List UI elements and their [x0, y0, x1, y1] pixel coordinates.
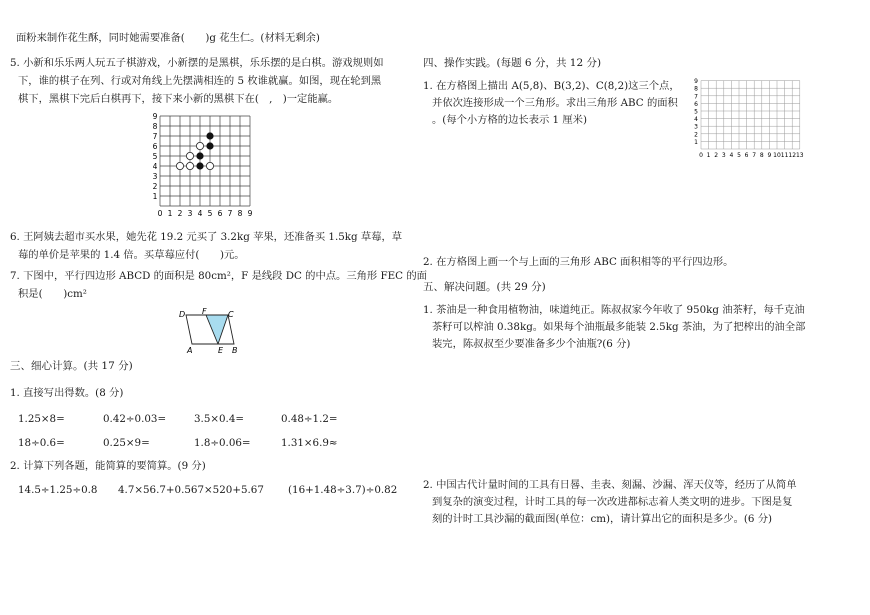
- grid-x-tick: 0: [699, 152, 703, 159]
- q7-line-1: 7. 下图中，平行四边形 ABCD 的面积是 80cm²，F 是线段 DC 的中点。三角形 FEC 的面: [10, 270, 427, 282]
- board-x-tick: 3: [187, 209, 193, 218]
- q6-line-1: 6. 王阿姨去超市买水果，她先花 19.2 元买了 3.2kg 苹果，还准备买 1.5kg 草莓，草: [10, 231, 403, 243]
- calc-2-2: 0.25×9=: [103, 437, 150, 449]
- grid-y-tick: 9: [694, 78, 698, 86]
- q6-line-2: 莓的单价是苹果的 1.4 倍。买草莓应付( )元。: [18, 249, 245, 261]
- s4-q1-line-1: 1. 在方格图上描出 A(5,8)、B(3,2)、C(8,2)这三个点，: [423, 80, 680, 92]
- label-e: E: [218, 346, 224, 355]
- calc-2-3: 1.8÷0.06=: [194, 437, 251, 449]
- board-y-tick: 8: [152, 122, 158, 131]
- black-stone: [196, 162, 203, 169]
- grid-x-tick: 6: [744, 152, 749, 159]
- board-y-tick: 4: [152, 162, 158, 171]
- board-y-tick: 3: [152, 172, 158, 181]
- label-b: B: [232, 346, 238, 355]
- grid-y-tick: 5: [694, 108, 698, 116]
- s4-q1-line-2: 并依次连接形成一个三角形。求出三角形 ABC 的面积: [432, 97, 678, 109]
- board-y-tick: 7: [152, 132, 158, 141]
- label-f: F: [202, 308, 207, 316]
- label-a: A: [187, 346, 193, 355]
- grid-x-tick: 4: [729, 152, 734, 159]
- white-stone: [176, 162, 183, 169]
- section-4-title: 四、操作实践。(每题 6 分，共 12 分): [423, 57, 602, 69]
- board-y-tick: 2: [152, 182, 158, 191]
- board-x-tick: 7: [227, 209, 233, 218]
- s3-q2-title: 2. 计算下列各题，能简算的要简算。(9 分): [10, 460, 206, 472]
- grid-y-tick: 6: [694, 100, 698, 108]
- black-stone: [206, 132, 213, 139]
- q7-line-2: 积是( )cm²: [18, 288, 87, 300]
- black-stone: [196, 152, 203, 159]
- label-c: C: [228, 310, 234, 319]
- simplify-1: 14.5÷1.25÷0.8: [18, 484, 98, 496]
- board-x-tick: 0: [157, 209, 163, 218]
- section-3-title: 三、细心计算。(共 17 分): [10, 360, 133, 372]
- q5-line-1: 5. 小新和乐乐两人玩五子棋游戏，小新摆的是黑棋，乐乐摆的是白棋。游戏规则如: [10, 57, 384, 69]
- calc-1-4: 0.48÷1.2=: [281, 413, 338, 425]
- grid-x-tick: 10: [773, 152, 781, 159]
- grid-x-tick: 12: [788, 152, 797, 159]
- white-stone: [196, 142, 203, 149]
- grid-x-tick: 13: [795, 152, 804, 159]
- grid-x-tick: 7: [752, 152, 757, 159]
- board-x-tick: 9: [247, 209, 253, 218]
- grid-x-tick: 11: [780, 152, 789, 159]
- s4-q1-line-3: 。(每个小方格的边长表示 1 厘米): [432, 114, 587, 126]
- board-x-tick: 8: [237, 209, 243, 218]
- parallelogram-figure: [170, 308, 250, 356]
- grid-x-tick: 1: [706, 152, 711, 159]
- board-x-tick: 6: [217, 209, 223, 218]
- white-stone: [206, 162, 213, 169]
- calc-1-1: 1.25×8=: [18, 413, 65, 425]
- simplify-3: (16+1.48÷3.7)÷0.82: [288, 484, 398, 496]
- grid-y-tick: 4: [694, 116, 698, 124]
- grid-y-tick: 3: [694, 123, 698, 131]
- calc-2-4: 1.31×6.9≈: [281, 437, 338, 449]
- grid-y-tick: 1: [694, 138, 698, 146]
- s3-q1-title: 1. 直接写出得数。(8 分): [10, 387, 124, 399]
- grid-y-tick: 2: [694, 131, 698, 139]
- q5-line-3: 棋下，黑棋下完后白棋再下，接下来小新的黑棋下在( , )一定能赢。: [18, 93, 339, 105]
- coordinate-grid[interactable]: [690, 77, 814, 159]
- white-stone: [186, 152, 193, 159]
- grid-y-tick: 7: [694, 93, 698, 101]
- shaded-triangle-fec: [206, 315, 228, 344]
- section-5-title: 五、解决问题。(共 29 分): [423, 281, 546, 293]
- s5-q2-line-3: 刻的计时工具沙漏的截面图(单位：cm)，请计算出它的面积是多少。(6 分): [432, 513, 773, 525]
- grid-x-tick: 8: [759, 152, 764, 159]
- board-y-tick: 5: [152, 152, 158, 161]
- q5-line-2: 下，谁的棋子在列、行或对角线上先摆满相连的 5 枚谁就赢。如图，现在轮到黑: [18, 75, 382, 87]
- grid-x-tick: 9: [767, 152, 772, 159]
- calc-1-2: 0.42÷0.03=: [103, 413, 167, 425]
- black-stone: [206, 142, 213, 149]
- s4-q2: 2. 在方格图上画一个与上面的三角形 ABC 面积相等的平行四边形。: [423, 256, 734, 268]
- board-x-tick: 1: [167, 209, 173, 218]
- board-y-tick: 6: [152, 142, 158, 151]
- label-d: D: [179, 310, 186, 319]
- s5-q1-line-2: 茶籽可以榨油 0.38kg。如果每个油瓶最多能装 2.5kg 茶油，为了把榨出的油全部: [432, 321, 806, 333]
- board-x-tick: 5: [207, 209, 213, 218]
- board-x-tick: 4: [197, 209, 203, 218]
- s5-q2-line-2: 到复杂的演变过程，计时工具的每一次改进都标志着人类文明的进步。下图是复: [432, 496, 793, 508]
- s5-q1-line-1: 1. 茶油是一种食用植物油，味道纯正。陈叔叔家今年收了 950kg 油茶籽，每千克油: [423, 304, 805, 316]
- gomoku-board: [148, 112, 268, 220]
- grid-x-tick: 5: [737, 152, 741, 159]
- white-stone: [186, 162, 193, 169]
- q4-continuation: 面粉来制作花生酥，同时她需要准备( )g 花生仁。(材料无剩余): [16, 32, 320, 44]
- board-x-tick: 2: [177, 209, 183, 218]
- calc-1-3: 3.5×0.4=: [194, 413, 245, 425]
- board-y-tick: 9: [152, 112, 158, 121]
- s5-q2-line-1: 2. 中国古代计量时间的工具有日晷、圭表、刻漏、沙漏、浑天仪等，经历了从简单: [423, 479, 797, 491]
- grid-x-tick: 2: [714, 152, 719, 159]
- grid-y-tick: 8: [694, 85, 698, 93]
- board-y-tick: 1: [152, 192, 158, 201]
- grid-x-tick: 3: [721, 152, 726, 159]
- calc-2-1: 18÷0.6=: [18, 437, 65, 449]
- simplify-2: 4.7×56.7+0.567×520+5.67: [118, 484, 264, 496]
- s5-q1-line-3: 装完，陈叔叔至少要准备多少个油瓶?(6 分): [432, 338, 631, 350]
